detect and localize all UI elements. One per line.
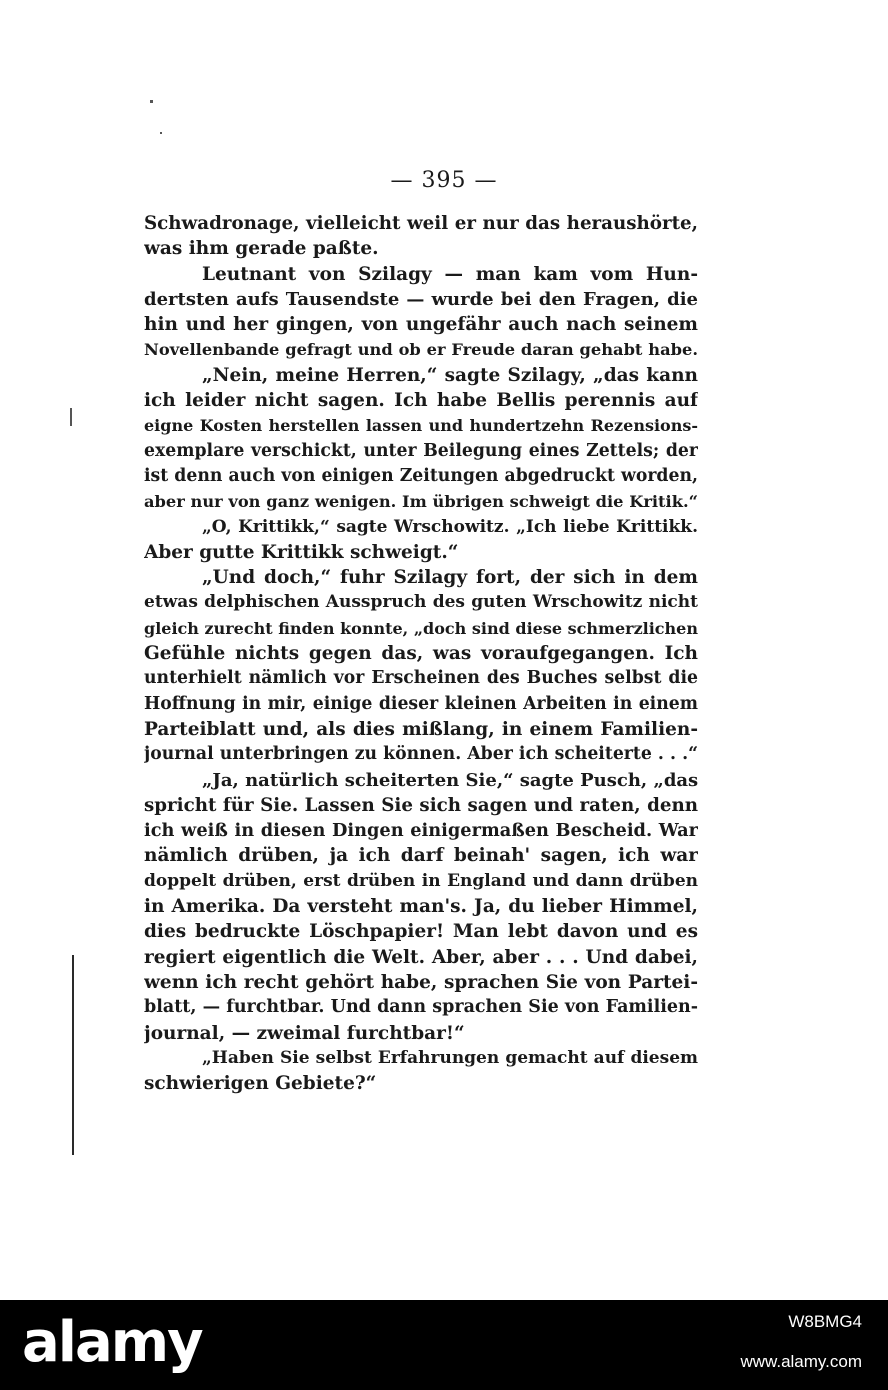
text-line: dertsten aufs Tausendste — wurde bei den Fragen, die <box>144 288 698 310</box>
text-line: Novellenbande gefragt und ob er Freude daran gehabt habe. <box>144 340 698 360</box>
dust-speck <box>70 408 72 426</box>
watermark-footer <box>0 1300 888 1390</box>
text-line: was ihm gerade paßte. <box>144 238 379 260</box>
text-line: „Haben Sie selbst Erfahrungen gemacht auf diesem <box>202 1047 698 1068</box>
text-line: spricht für Sie. Lassen Sie sich sagen und raten, denn <box>144 794 698 816</box>
text-line: dies bedruckte Löschpapier! Man lebt davon und es <box>144 921 698 943</box>
text-line: Parteiblatt und, als dies mißlang, in einem Familien- <box>144 718 698 740</box>
text-line: hin und her gingen, von ungefähr auch nach seinem <box>144 314 698 336</box>
text-line: unterhielt nämlich vor Erscheinen des Buches selbst die <box>144 668 698 689</box>
text-line: blatt, — furchtbar. Und dann sprachen Sie von Familien- <box>144 997 698 1018</box>
dust-speck <box>160 132 162 134</box>
text-line: ist denn auch von einigen Zeitungen abgedruckt worden, <box>144 465 698 486</box>
text-line: in Amerika. Da versteht man's. Ja, du lieber Himmel, <box>144 896 698 918</box>
page-number: — 395 — <box>390 168 498 193</box>
text-line: nämlich drüben, ja ich darf beinah' sagen, ich war <box>144 845 698 867</box>
text-line: „Und doch,“ fuhr Szilagy fort, der sich in dem <box>202 567 698 589</box>
text-line: ich leider nicht sagen. Ich habe Bellis perennis auf <box>144 390 698 412</box>
text-line: Aber gutte Krittikk schweigt.“ <box>144 541 459 563</box>
text-line: Leutnant von Szilagy — man kam vom Hun- <box>202 263 698 285</box>
text-line: doppelt drüben, erst drüben in England und dann drüben <box>144 870 698 891</box>
text-line: gleich zurecht finden konnte, „doch sind diese schmerzlichen <box>144 618 698 638</box>
alamy-logo: alamy <box>22 1310 202 1375</box>
text-line: Hoffnung in mir, einige dieser kleinen Arbeiten in einem <box>144 693 698 714</box>
body-text <box>144 211 698 1096</box>
text-line: exemplare verschickt, unter Beilegung eines Zettels; der <box>144 440 698 461</box>
text-line: Schwadronage, vielleicht weil er nur das heraushörte, <box>144 213 698 234</box>
text-line: regiert eigentlich die Welt. Aber, aber . . . Und dabei, <box>144 946 698 968</box>
text-line: Gefühle nichts gegen das, was voraufgegangen. Ich <box>144 643 698 665</box>
text-line: „Ja, natürlich scheiterten Sie,“ sagte Pusch, „das <box>202 769 698 791</box>
page-edge-shadow <box>72 955 74 1155</box>
text-line: journal unterbringen zu können. Aber ich scheiterte . . .“ <box>144 744 698 765</box>
text-line: ich weiß in diesen Dingen einigermaßen Bescheid. War <box>144 820 698 842</box>
text-line: wenn ich recht gehört habe, sprachen Sie von Partei- <box>144 971 698 993</box>
image-id: W8BMG4 <box>788 1312 862 1331</box>
text-line: schwierigen Gebiete?“ <box>144 1073 377 1095</box>
text-line: journal, — zweimal furchtbar!“ <box>144 1022 465 1044</box>
text-line: aber nur von ganz wenigen. Im übrigen schweigt die Kritik.“ <box>144 492 698 512</box>
text-line: „O, Krittikk,“ sagte Wrschowitz. „Ich liebe Krittikk. <box>202 516 698 537</box>
text-line: eigne Kosten herstellen lassen und hundertzehn Rezensions- <box>144 416 698 436</box>
dust-speck <box>150 100 153 103</box>
text-line: etwas delphischen Ausspruch des guten Wrschowitz nicht <box>144 592 698 613</box>
site-url: www.alamy.com <box>740 1352 862 1371</box>
text-line: „Nein, meine Herren,“ sagte Szilagy, „das kann <box>202 364 698 386</box>
